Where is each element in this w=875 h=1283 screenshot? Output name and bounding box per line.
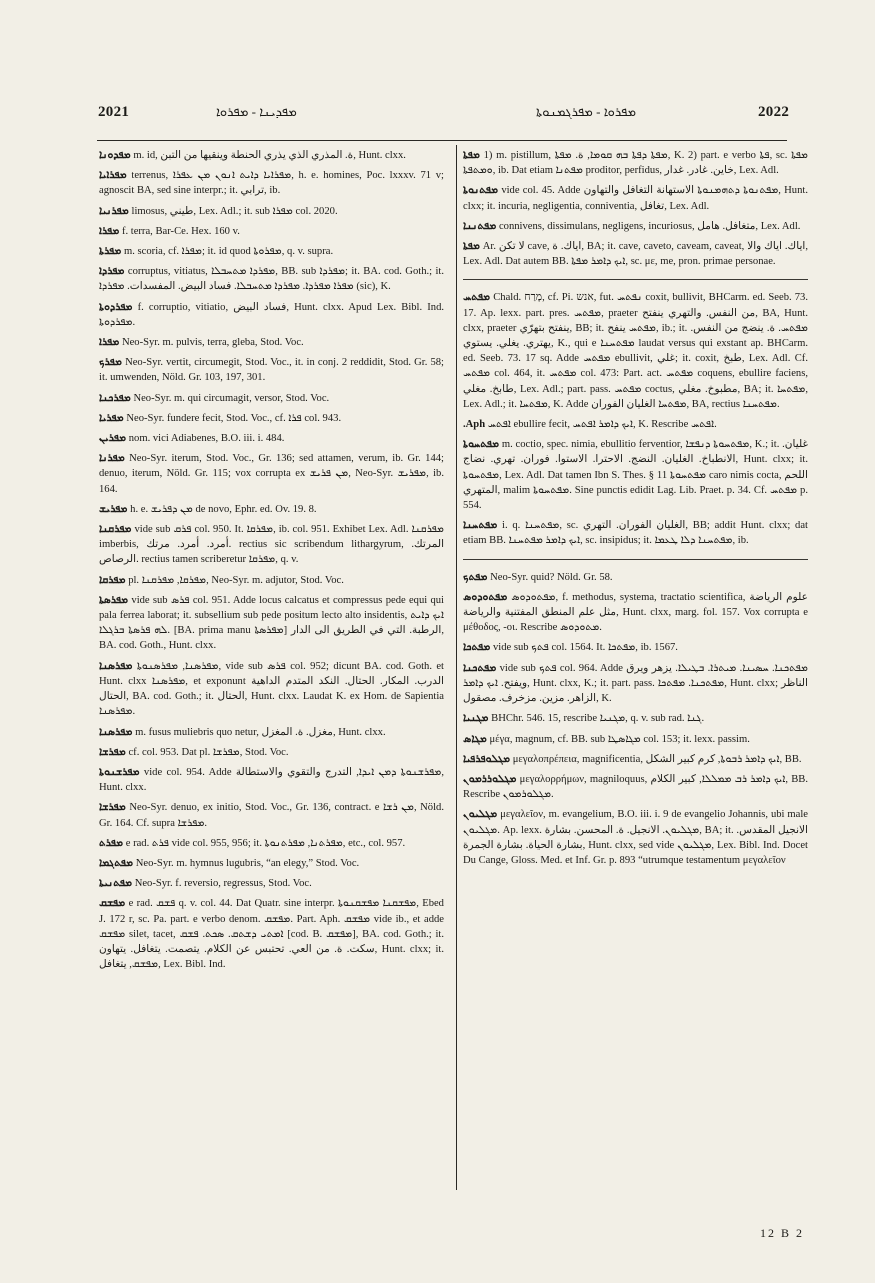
dictionary-entry xyxy=(463,772,808,802)
entry-headword: ܡܦܬܟܐ xyxy=(463,642,491,654)
entry-text: vide sub ܦܬܟ col. 1564. It. ܡܦܬܟܐ, ib. 1567. xyxy=(493,642,678,654)
entry-text: m. scoria, cf. ܡܦܪܐ; it. id quod ܡܦܪܘܬܐ, q. v. supra. xyxy=(124,246,334,258)
entry-text: m. id, ة. المذري الذي يذري الحنطة وينقيها من التبن, Hunt. clxx. xyxy=(133,150,406,161)
dictionary-entry xyxy=(99,264,444,294)
entry-text: f. terra, Bar-Ce. Hex. 160 v. xyxy=(121,225,240,237)
entry-headword: ܡܦܬܚ xyxy=(463,292,491,304)
dictionary-entry xyxy=(99,856,444,871)
entry-headword: ܡܦܬܚܢܐ xyxy=(463,520,498,532)
entry-headword: ܡܦܪܟ xyxy=(99,357,122,369)
entry-text: limosus, طيني, Lex. Adl.; it. sub ܡܦܪܐ col. 2020. xyxy=(131,205,338,217)
dictionary-entry xyxy=(99,451,444,497)
entry-headword: ܡܦܪܟܢܐ xyxy=(99,392,131,404)
entry-headword: ܡܦܪܕܘܬܐ xyxy=(99,301,133,313)
entry-headword: Aph. xyxy=(463,419,486,431)
dictionary-entry xyxy=(463,732,808,747)
entry-text: μεγαλοπρέπεια, magnificentia, ܐܝܟ ܕܐܡܪ ܪܒܘܬܐ, كرم كبير الشكل, BB. xyxy=(512,753,802,765)
entry-headword: ܡܓܠܘܪܪܡܘܢ xyxy=(463,773,517,785)
entry-text: h. e. ܡܢ ܕܦܪܝܫ de novo, Ephr. ed. Ov. 19. 8. xyxy=(130,503,317,515)
entry-text: Neo-Syr. f. reversio, regressus, Stod. Voc. xyxy=(134,878,312,890)
entry-headword: ܡܦܪܣܢܐ xyxy=(99,660,133,672)
left-page-number: 2021 xyxy=(98,104,130,120)
dictionary-entry xyxy=(99,300,444,330)
dictionary-entry xyxy=(99,659,444,720)
entry-text: Neo-Syr. quid? Nöld. Gr. 58. xyxy=(490,571,613,583)
page-header xyxy=(0,104,875,132)
entry-headword: ܡܦܬܐ xyxy=(463,150,480,161)
right-running-head: ܡܦܪܘܐ - ܡܦܪܓܡܢܘܬܐ xyxy=(536,104,637,119)
right-entry-group-2 xyxy=(463,290,808,548)
dictionary-entry xyxy=(99,896,444,972)
entry-headword: ܡܦܪܬ xyxy=(99,837,124,849)
column-divider xyxy=(456,145,457,1190)
left-column xyxy=(99,148,444,977)
entry-text: cf. col. 953. Dat pl. ܡܦܪܫܐ, Stod. Voc. xyxy=(128,746,289,758)
entry-text: ܡܦܬܘܕܘܣ, f. methodus, systema, tractatio scientifica, علوم الرياضة مثل علم المنطق المفتنية والرياضة, Hunt. clxx, marg. fol. 157. Vox corrupta e μέθοδος, -οι. Rescribe ܡܬܘܕܘܣ. xyxy=(463,591,809,634)
entry-text: Neo-Syr. iterum, Stod. Voc., Gr. 136; sed attamen, verum, ib. Gr. 144; denuo, iterum, Nöld. Gr. 115; vox corrupta ex ܡܢ ܦܪܝܫ, Neo-Syr. ܡܦܪܝܫ, ib. 164. xyxy=(99,453,445,495)
entry-headword: ܡܦܬܐ xyxy=(463,241,480,253)
dictionary-entry xyxy=(463,290,808,412)
entry-headword: ܡܦܬܢܢܐ xyxy=(463,220,497,232)
entry-headword: ܡܓܐܣ xyxy=(463,733,487,745)
entry-headword: ܡܦܪܐܝܐ xyxy=(99,170,127,182)
dictionary-entry xyxy=(463,219,808,234)
dictionary-entry xyxy=(463,417,808,432)
dictionary-entry xyxy=(99,411,444,426)
dictionary-entry xyxy=(463,148,808,178)
entry-text: Neo-Syr. fundere fecit, Stod. Voc., cf. ܦܪܐ col. 943. xyxy=(126,412,342,424)
dictionary-entry xyxy=(99,800,444,830)
entry-text: e rad. ܦܫܩ q. v. col. 44. Dat Quatr. sine interpr. ܡܦܫܩܢܐ ܡܦܫܩܢܘܬܐ, Ebed J. 172 r, sc. Pa. part. e verbo denom. ܡܦܫܩ. Part. Aph. ܡܦܫܩ vide ib., et adde ܡܦܫܩ silet, tacet, ܐܡܬܝ ܕܫܬܩ. ܣܟܬ. ܦܫܩ [cod. B. ܡܦܫܩ], BA. cod. Goth.; it. سكت. ة. من العي. تحتبس عن الكلام. يتصمت. يتغافل. يتهاون, Hunt. clxx; it. ܡܦܫܩ, يتغافل, Lex. Bibl. Ind. xyxy=(99,898,445,971)
right-entry-group-1 xyxy=(463,148,808,269)
entry-headword: ܡܓܠܝܘܢ xyxy=(463,809,498,821)
dictionary-entry xyxy=(463,437,808,513)
dictionary-entry xyxy=(463,807,808,868)
entry-text: μεγαλορρήμων, magniloquus, ܐܝܟ ܕܐܡܪ ܪܒ ܡܡܠܠܐ, كبير الكلام, BB. Rescribe ܡܓܠܘܪܡܘܢ. xyxy=(463,773,808,801)
dictionary-entry xyxy=(463,183,808,213)
dictionary-entry xyxy=(99,391,444,406)
dictionary-entry xyxy=(99,876,444,891)
entry-text: Neo-Syr. m. hymnus lugubris, “an elegy,” Stod. Voc. xyxy=(135,857,360,869)
entry-text: Ar. لا تكن cave, اياك. ة, BA; it. cave, caveto, caveam, caveat, اياك. اياك والا, Lex. Adl. Dat autem BB. ܐܝܟ ܕܐܡܪ ܡܦܬܐ, sc. με, me, pron. primae personae. xyxy=(463,241,809,268)
entry-text: μέγα, magnum, cf. BB. sub ܡܓܐܣܛܐ col. 153; it. lexx. passim. xyxy=(489,733,750,745)
entry-headword: ܡܦܪܬܐ xyxy=(99,246,122,258)
entry-text: μεγαλεῖον, m. evangelium, B.O. iii. i. 9 de evangelio Johannis, ubi male ܡܓܠܝܘܢ. Ap. lexx. ܡܓܠܝܘܢ. الانجيل. ة. المحسن. بشارة, BA; it. الانجيل المقدس. بشارة الحياة. بشارة الجمرة, Hunt. clxx, sed vide ܡܓܠܝܘܢ, Lex. Bibl. Ind. Docet Du Cange, Gloss. Med. et Inf. Gr. p. 893 “utrumque testamentum μεγαλεῖον xyxy=(463,809,808,866)
entry-text: Neo-Syr. denuo, ex initio, Stod. Voc., Gr. 136, contract. e ܡܢ ܪܫܐ, Nöld. Gr. 164. Cf. supra ܡܦܪܫܐ. xyxy=(99,802,444,829)
entry-headword: ܡܦܪܫܐ xyxy=(99,746,126,758)
entry-text: corruptus, vitiatus, ܡܦܪܕܐ ܡܬܚܒܠܐ, BB. sub ܡܦܪܕܐ; it. BA. cod. Goth.; it. ܡܦܪܐ ܡܦܪܕܐ. ܡܦܪܕܐ ܡܬܚܒܠܐ. فساد البيض. المفسدات. ܡܦܪܕܐ (sic), K. xyxy=(99,266,444,293)
dictionary-entry xyxy=(99,836,444,851)
dictionary-entry xyxy=(463,518,808,548)
dictionary-entry xyxy=(99,335,444,350)
right-column xyxy=(463,148,808,873)
dictionary-entry xyxy=(463,590,808,636)
dictionary-entry xyxy=(463,661,808,707)
entry-headword: ܡܦܪܝܢ xyxy=(99,433,127,445)
entry-headword: ܡܦܪܫܢܘܬܐ xyxy=(99,766,140,778)
entry-text: ܡܦܪܣܢܐ, ܡܦܪܣܢܘܬܐ, vide sub ܦܪܣ col. 952; dicunt BA. cod. Goth. et Hunt. clxx ܡܦܪܣܢܐ, et exponunt الدرب. المكار. الحتال. النكد المتدم الداهية الحتال, BA. cod. Goth.; it. الحتال, Hunt. clxx. Laudat K. ex Hom. de Sapientia ܡܦܪܣܢܐ. xyxy=(99,660,444,718)
entry-text: vide sub ܦܬܟ col. 964. Adde ܡܦܬܟܢܐ. ܚܣܝܢܐ. ܡܝܬܪܐ. ܒܛܝܠܐ. يزهر ويرق ويفتح. ܐܝܟ ܕܐܡܪ, Hunt. clxx, K.; it. part. pass. ܡܦܬܟܢܐ. ܡܦܬܟܐ, Hunt. clxx; الناظر الزاهر. مزين. مزخرف. مصقول, K. xyxy=(463,662,808,705)
entry-headword: ܡܦܕܘܢܐ xyxy=(99,150,131,161)
dictionary-entry xyxy=(99,725,444,740)
right-entry-group-3 xyxy=(463,570,808,868)
entry-headword: ܡܦܬܟܢܐ xyxy=(463,662,497,674)
entry-headword: ܡܦܪܐ xyxy=(99,225,120,237)
entry-text: Neo-Syr. m. pulvis, terra, gleba, Stod. Voc. xyxy=(121,337,304,349)
section-separator xyxy=(463,559,808,560)
dictionary-entry xyxy=(99,522,444,568)
entry-text: m. coctio, spec. nimia, ebullitio ferventior, ܡܦܬܚܘܬܐ ܕܢܦܫܐ, K.; it. غليان. الانطباخ. الغليان. النضج. الاحترا. الاستوا. فوران. تهري. نضاج, Hunt. clxx; it. ܡܦܬܚܘܬܐ, Lex. Adl. Dat tamen Ibn S. Thes. § 11 ܡܦܬܚܘܬܐ caro nimis cocta, اللحم المتهري, malim ܡܦܬܚܘܬܐ. Sine punctis edidit Lag. Lib. Praet. p. 34. Cf. ܡܦܬܚ p. 554. xyxy=(463,439,809,512)
entry-headword: ܡܦܫܩ xyxy=(99,898,126,910)
dictionary-entry xyxy=(99,745,444,760)
dictionary-entry xyxy=(99,224,444,239)
entry-headword: ܡܦܪܕܐ xyxy=(99,266,125,278)
entry-headword: ܡܦܬܟ xyxy=(463,571,488,583)
dictionary-entry xyxy=(99,431,444,446)
header-rule xyxy=(97,140,787,141)
entry-text: e rad. ܦܪܬ vide col. 955, 956; it. ܡܦܪܬܢܐ, ܡܦܪܬܢܘܬܐ, etc., col. 957. xyxy=(125,837,406,849)
entry-text: nom. vici Adiabenes, B.O. iii. i. 484. xyxy=(128,433,285,445)
entry-headword: ܡܦܬܓܡܐ xyxy=(99,857,134,869)
entry-headword: ܡܦܪܩܐ xyxy=(99,574,126,586)
entry-text: BHChr. 546. 15, rescribe ܡܓܢܝܐ, q. v. sub rad. ܓܢܐ. xyxy=(491,713,705,725)
entry-text: Neo-Syr. m. qui circumagit, versor, Stod. Voc. xyxy=(133,392,330,404)
dictionary-entry xyxy=(463,711,808,726)
section-separator xyxy=(463,279,808,280)
entry-text: f. corruptio, vitiatio, فساد البيض, Hunt. clxx. Apud Lex. Bibl. Ind. ܡܦܪܕܘܬܐ. xyxy=(99,301,445,328)
entry-headword: ܡܓܢܝܐ xyxy=(463,713,489,725)
entry-text: vide col. 954. Adde ܡܦܪܫܢܘܬܐ ܕܡܢ ܐܝܕܐ, التدرج والتقوي والاستطالة, Hunt. clxx. xyxy=(99,766,444,794)
dictionary-entry xyxy=(463,640,808,655)
right-page-number: 2022 xyxy=(758,104,790,120)
dictionary-entry xyxy=(99,502,444,517)
entry-text: ܐܦܬܚ ebullire fecit, ܐܝܟ ܕܐܡܪ ܐܦܬܚ, K. Rescribe ܐܦܬܚ. xyxy=(487,419,717,431)
dictionary-entry xyxy=(99,573,444,588)
entry-headword: ܡܦܪܣܬܐ xyxy=(99,594,129,606)
entry-text: vide col. 45. Adde ܡܦܬܢܘܬܐ ܕܬܗܡܢܘܬܐ الاستهانة التغافل والتهاون, Hunt. clxx; it. incuria, negligentia, conniventia, تغافل, Lex. Adl. xyxy=(463,185,808,212)
entry-text: Neo-Syr. vertit, circumegit, Stod. Voc., it. in conj. 2 reddidit, Stod. Gr. 58; it. umwenden, Nöld. Gr. 103, 197, 301. xyxy=(99,357,444,384)
entry-headword: ܡܦܪܐ xyxy=(99,337,120,349)
dictionary-entry xyxy=(99,204,444,219)
dictionary-entry xyxy=(99,168,444,198)
dictionary-entry xyxy=(99,355,444,385)
entry-text: connivens, dissimulans, negligens, incuriosus, متغافل. هامل, Lex. Adl. xyxy=(498,220,801,232)
entry-headword: ܡܦܪܣܢܐ xyxy=(99,726,133,738)
dictionary-entry xyxy=(463,570,808,585)
entry-text: terrenus, ܡܦܪܐܝܐ ܕܐܝܬ ܐܢܘܢ ܡܢ ܥܦܪܐ, h. e. homines, Poc. lxxxv. 71 v; agnoscit BA, sed sine interpr.; it. ترابي, ib. xyxy=(99,170,444,197)
signature-mark: 12 B 2 xyxy=(760,1226,805,1240)
entry-headword: ܡܦܪܩܢܐ xyxy=(99,524,132,536)
entry-headword: ܡܦܬܚܘܬܐ xyxy=(463,439,500,451)
entry-text: vide sub ܦܪܩ col. 950. It. ܡܦܪܩܐ, ib. col. 951. Exhibet Lex. Adl. ܡܦܪܩܢܐ imberbis, أمرد. أمرد. مرتك. rectius sic scribendum lithargyrum, المرتك. الرصاص. rectius tamen scriberetur ܡܦܪܩܐ, q. v. xyxy=(99,524,445,566)
entry-text: m. fusus muliebris quo netur, مغزل. ة. المغزل, Hunt. clxx. xyxy=(135,726,386,738)
dictionary-entry xyxy=(99,593,444,654)
dictionary-entry xyxy=(99,244,444,259)
entry-headword: ܡܦܪܝܫ xyxy=(99,503,128,515)
entry-text: 1) m. pistillum, ܡܦܬܐ ܕܦܬܐ ܒܗ ܩܘܡܐ, ة. ܡܦܬܐ, K. 2) part. e verbo ܦܬܐ, sc. ܡܦܬܐ ܘܡܬܦܬܐ, ib. Dat etiam ܡܦܬܢܐ proditor, perfidus, خاين. غادر. غدار, Lex. Adl. xyxy=(463,150,809,177)
entry-text: vide sub ܦܪܣ col. 951. Adde locus calcatus et compressus pede equi qui pala ferrea laborat; it. subsellium sub pede positum lecto alto insidentis, ܐܝܟ ܕܐܝܬ ܠܗ ܦܪܣܬܐ ܒܪܓܠܐ. [BA. prima manu ܡܦܪܣܬܐ] الرطبة. التي في الطريق الى الدار, BA. cod. Goth., Hunt. clxx. xyxy=(99,594,444,652)
entry-headword: ܡܦܪܝܐ xyxy=(99,412,124,424)
entry-headword: ܡܓܠܘܦܪܦܝܐ xyxy=(463,753,511,765)
entry-headword: ܡܦܪܫܐ xyxy=(99,802,126,814)
left-running-head: ܡܦܕܝܢܐ - ܡܦܪܘܐ xyxy=(216,104,297,119)
entry-headword: ܡܦܪܢܝܐ xyxy=(99,205,129,217)
entry-headword: ܡܦܬܢܘܬܐ xyxy=(463,185,499,197)
dictionary-entry xyxy=(99,148,444,163)
entry-headword: ܡܦܬܢܝܬܐ xyxy=(99,878,133,890)
entry-text: pl. ܡܦܪܩܐ, ܡܦܪܩܢܐ, Neo-Syr. m. adjutor, Stod. Voc. xyxy=(128,574,344,586)
entry-text: i. q. ܡܦܬܚܢܐ, sc. الغليان الفوران. التهري, BB; addit Hunt. clxx; dat etiam BB. ܐܝܟ ܕܐܡܪ ܡܦܬܚܢܐ, sc. insipidus; it. ܡܦܬܚܢܐ ܕܠܐ ܛܥܡܐ, ib. xyxy=(463,520,808,547)
entry-headword: ܡܦܪܢܐ xyxy=(99,453,125,465)
dictionary-entry xyxy=(463,752,808,767)
entry-headword: ܡܦܬܘܕܘܣ xyxy=(463,591,508,603)
dictionary-entry xyxy=(463,239,808,269)
entry-text: Chald. מָרַח, cf. Pi. אנש, fut. ܢܦܬܚ coxit, bullivit, BHCarm. ed. Seeb. 73. 17. Ap. lexx. part. pres. ܡܦܬܚ, praeter من النفس. والتهري ينفتح, BA, Hunt. clxx, praeter ينفتح بتهرّي, BB; it. ܡܦܬܚ ينفح, ib.; it. ܡܦܬܚ. ة. ينضج من النفس. يهتري. يغلي. يستوي, K., qui e ܡܦܬܚܢܐ laudat versus qui exstant ap. BHCarm. ed. Seeb. 73. 17 sq. Adde ܡܦܬܚ ebullivit, غلي; it. coxit, طبخ, Lex. Adl. Cf. ܡܦܬܚ col. 464, it. ܡܦܬܚ col. 473: Part. act. ܡܦܬܚ coquens, ebullire faciens, طابخ. مغلي, Lex. Adl.; part. pass. ܡܦܬܚ coctus, مطبوخ. مغلي, BA; it. ܡܦܬܚܐ, Lex. Adl.; it. ܡܦܬܚܐ, K. Adde ܡܦܬܚܐ الغليان الفوران, BA, rectius ܡܦܬܚܢܐ. xyxy=(463,292,809,410)
dictionary-entry xyxy=(99,765,444,795)
